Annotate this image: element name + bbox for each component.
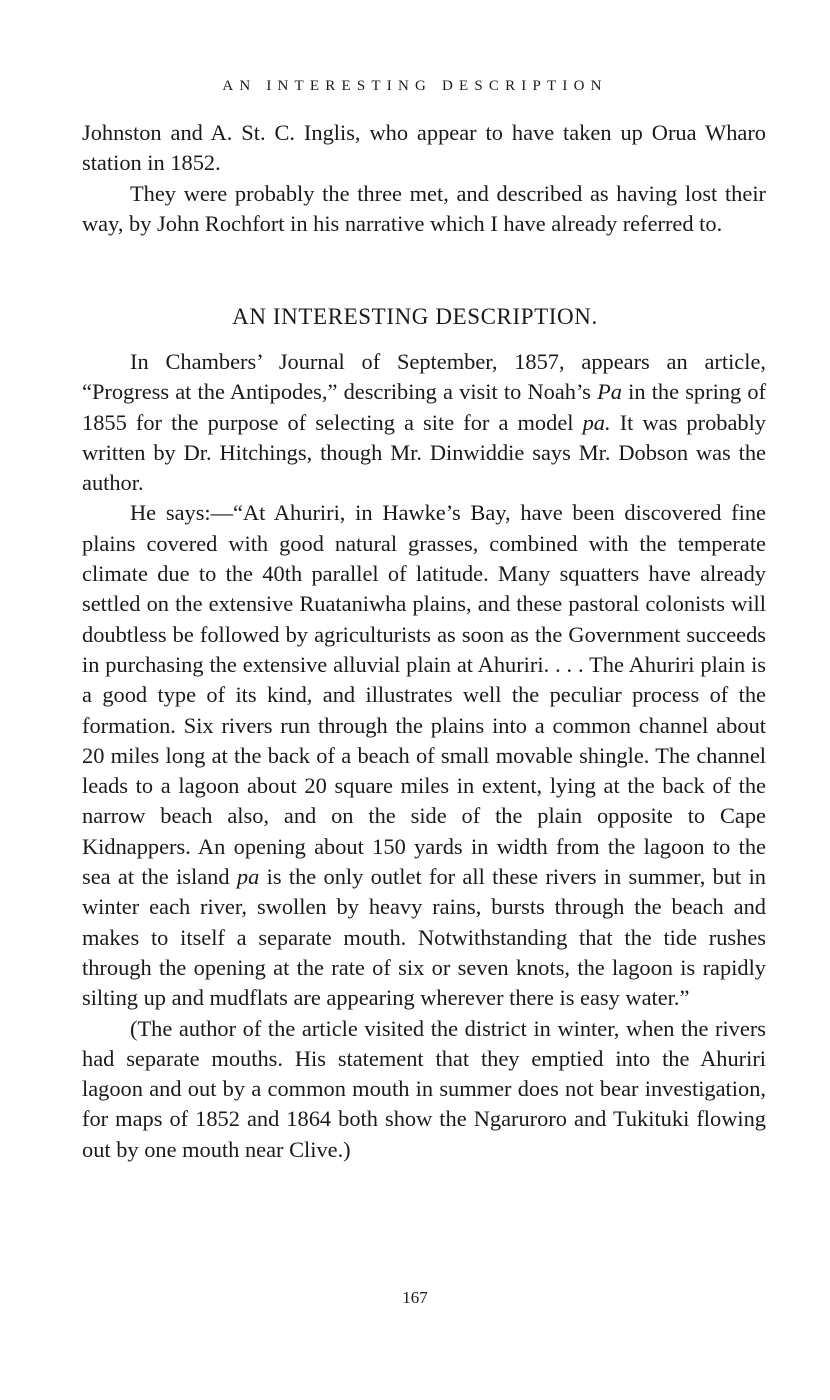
section-body [82, 347, 766, 1165]
text-run: in the spring of 1855 for the purpose of selecting a site for a model [82, 379, 767, 435]
page-number: 167 [402, 1288, 428, 1307]
paragraph-chambers-journal [82, 347, 766, 498]
section-heading: AN INTERESTING DESCRIPTION. [232, 304, 598, 329]
text-run: It was probably written by Dr. Hitchings, though Mr. Dinwiddie says Mr. Dobson was the author. [82, 409, 767, 496]
running-head: AN INTERESTING DESCRIPTION [222, 78, 608, 94]
paragraph-rochfort: They were probably the three met, and described as having lost their way, by John Rochfort in his narrative which I have already referred to. [82, 180, 766, 236]
italic-term: Pa [597, 379, 622, 405]
continued-text [82, 118, 766, 239]
text-run: In Chambers’ Journal of September, 1857, appears an article, “Progress at the Antipodes,” describing a visit to Noah’s [82, 349, 766, 405]
text-run: is the only outlet for all these rivers in summer, but in winter each river, swollen by heavy rains, bursts through the beach and makes to itself a separate mouth. Notwithstanding that the tide rushes through the opening at the rate of six or seven knots, the lagoon is rapidly silting up and mudflats are appearing wherever there is easy water.” [82, 864, 767, 1011]
text-run: He says:—“At Ahuriri, in Hawke’s Bay, have been discovered fine plains covered with good natural grasses, combined with the temperate climate due to the 40th parallel of latitude. Many squatters have already settled on the extensive Ruataniwha plains, and these pastoral colonists will doubtless be followed by agriculturists as soon as the Government succeeds in purchasing the extensive alluvial plain at Ahuriri. . . . The Ahuriri plain is a good type of its kind, and illustrates well the peculiar process of the formation. Six rivers run through the plains into a common channel about 20 miles long at the back of a beach of small movable shingle. The channel leads to a lagoon about 20 square miles in extent, lying at the back of the narrow beach also, and on the side of the plain opposite to Cape Kidnappers. An opening about 150 yards in width from the lagoon to the sea at the island [82, 500, 766, 890]
paragraph-quotation [82, 498, 766, 1013]
italic-term: pa. [582, 409, 611, 435]
paragraph-continuation: Johnston and A. St. C. Inglis, who appear to have taken up Orua Wharo station in 1852. [82, 120, 766, 176]
italic-term: pa [236, 864, 260, 890]
paragraph-author-note: (The author of the article visited the district in winter, when the rivers had separate mouths. His statement that they emptied into the Ahuriri lagoon and out by a common mouth in summer does not bear investigation, for maps of 1852 and 1864 both show the Ngaruroro and Tukituki flowing out by one mouth near Clive.) [82, 1015, 766, 1162]
